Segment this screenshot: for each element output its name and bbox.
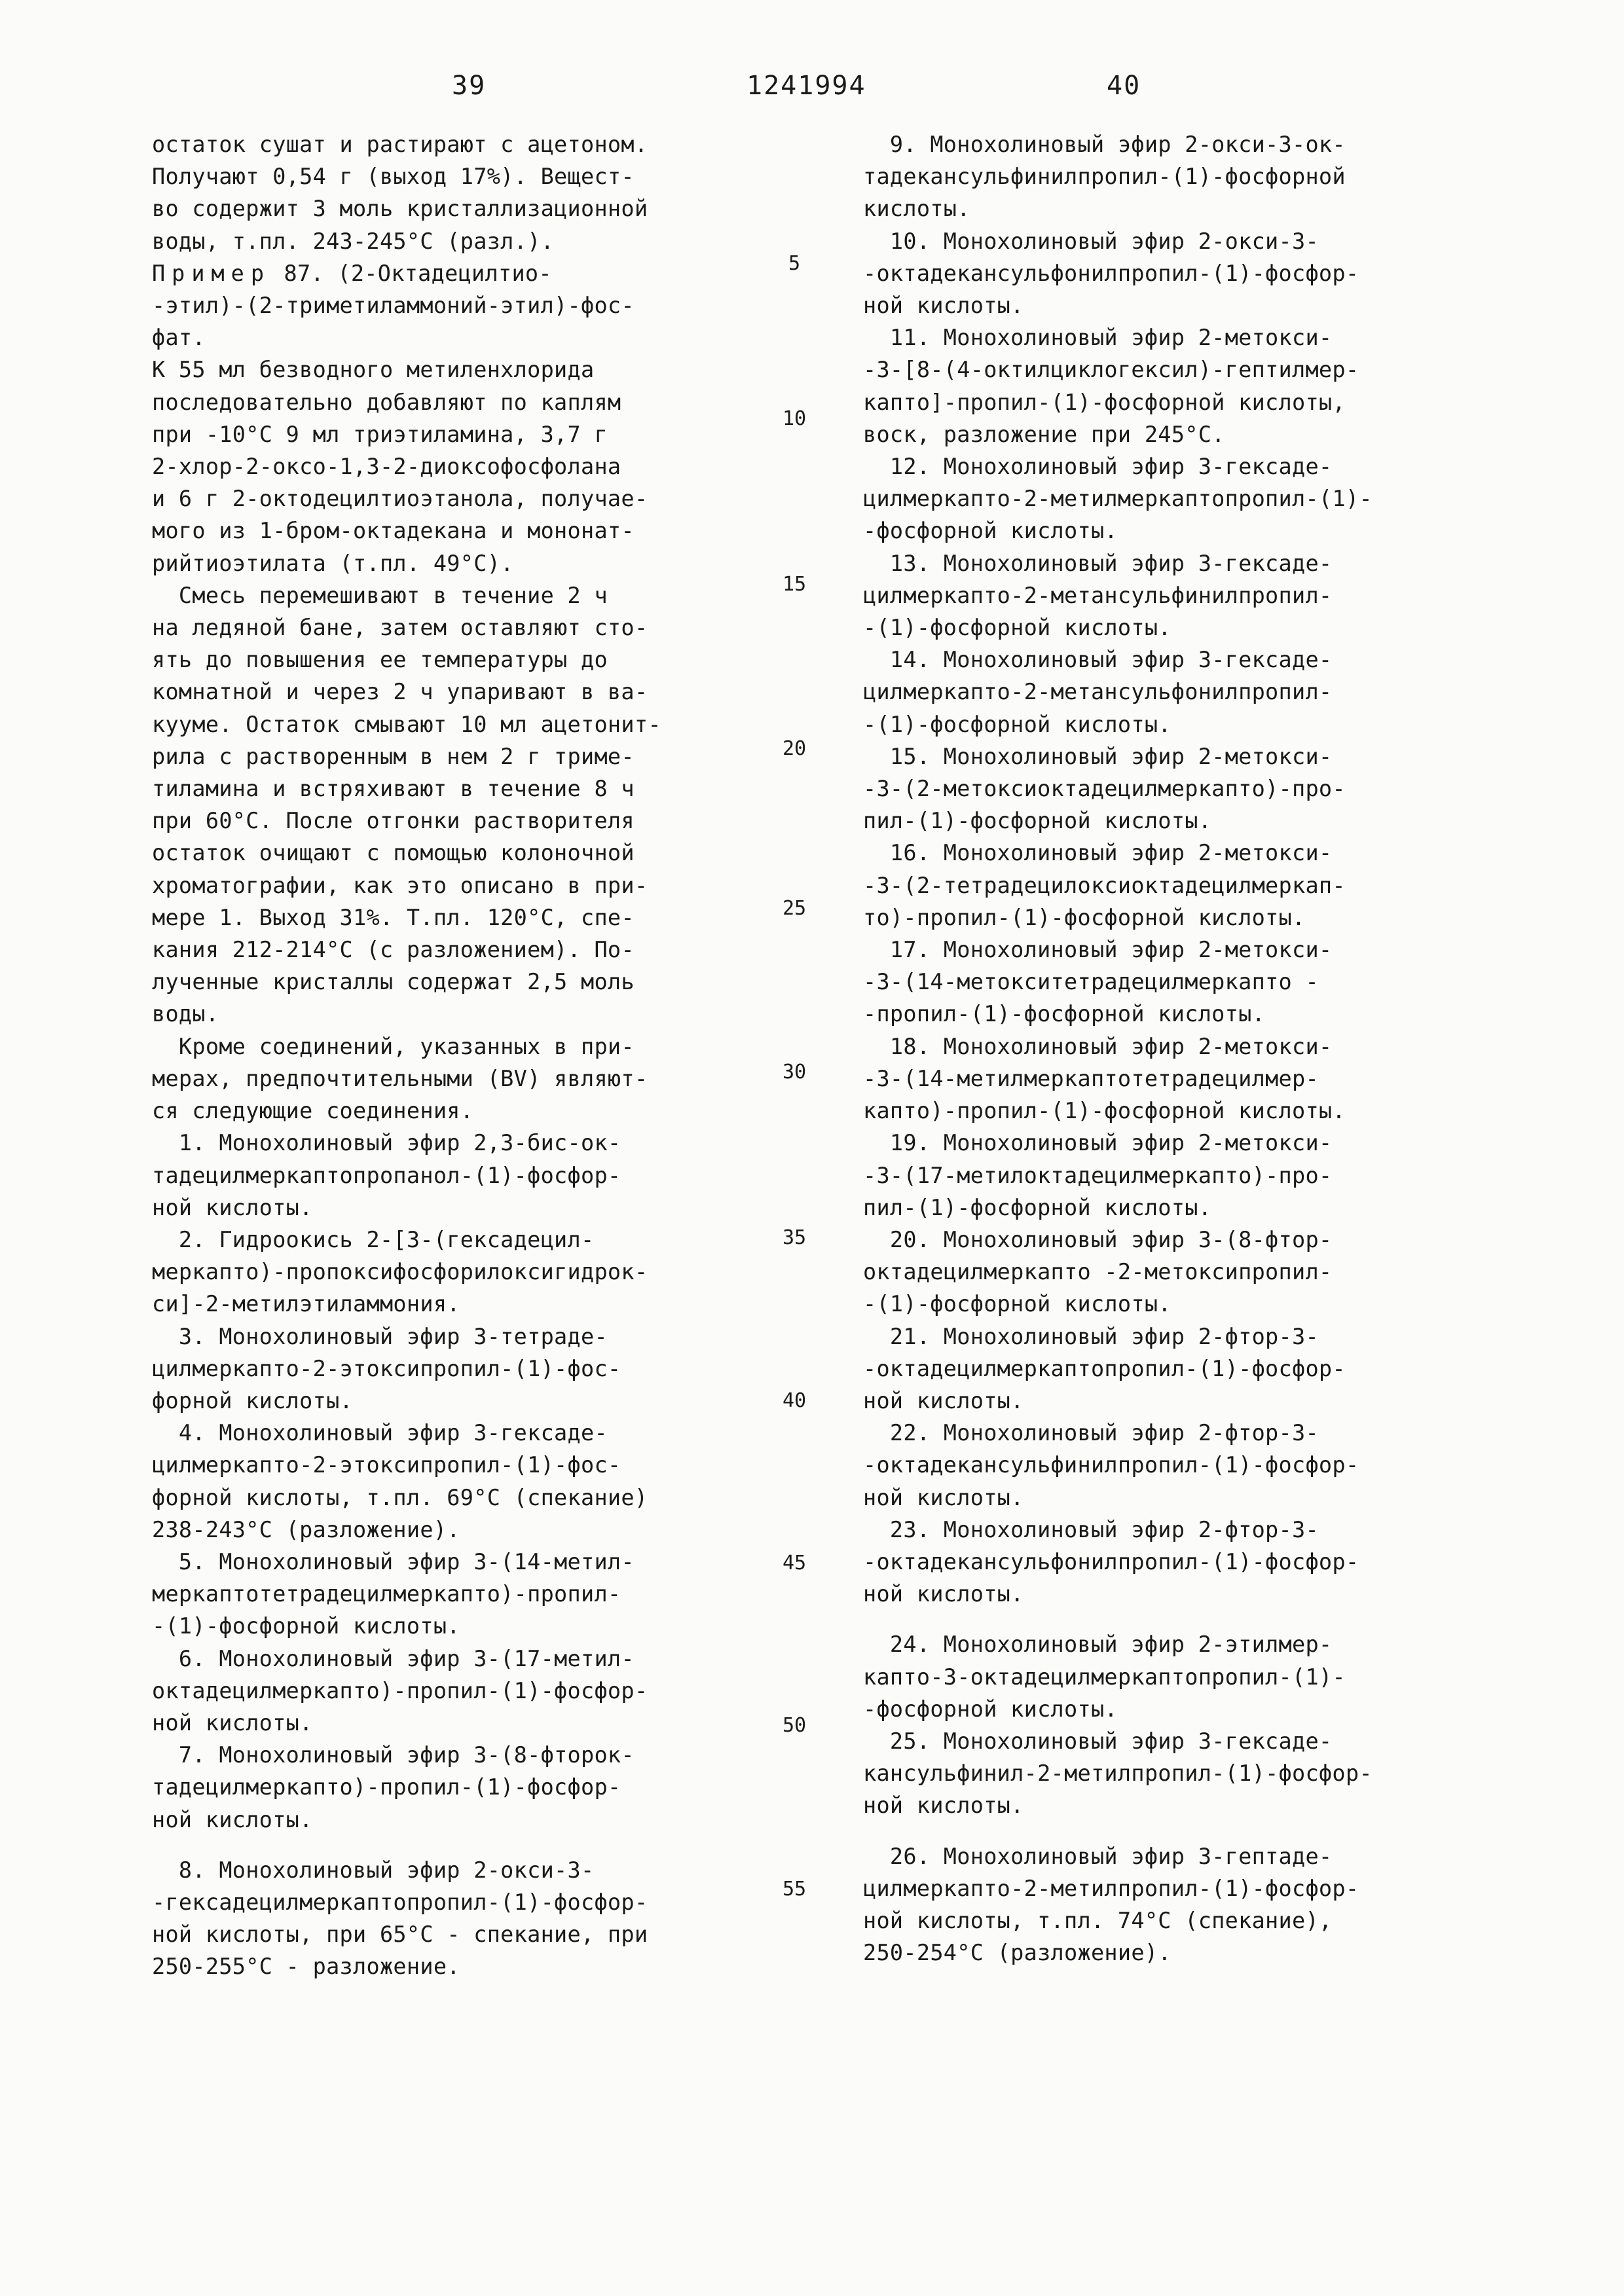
compound-item: 22. Монохолиновый эфир 2-фтор-3- -октадекансульфинилпропил-(1)-фосфор- ной кислоты. bbox=[863, 1420, 1359, 1510]
compound-item: 10. Монохолиновый эфир 2-окси-3- -октадекансульфонилпропил-(1)-фосфор- ной кислоты. bbox=[863, 228, 1359, 319]
paragraph-residue: остаток сушат и растирают с ацетоном. Получают 0,54 г (выход 17%). Вещест- во содержит 3 моль кристаллизационной воды, т.пл. 243-245°С (разл.). bbox=[152, 132, 648, 254]
line-number: 30 bbox=[782, 1061, 807, 1084]
line-number: 15 bbox=[782, 573, 807, 596]
compound-item: 24. Монохолиновый эфир 2-этилмер- капто-3-октадецилмеркаптопропил-(1)- -фосфорной кислоты. bbox=[863, 1631, 1346, 1722]
compound-item: 1. Монохолиновый эфир 2,3-бис-ок- тадецилмеркаптопропанол-(1)-фосфор- ной кислоты. bbox=[152, 1130, 621, 1220]
compound-item: 12. Монохолиновый эфир 3-гексаде- цилмеркапто-2-метилмеркаптопропил-(1)- -фосфорной кислоты. bbox=[863, 454, 1373, 544]
compound-item: 8. Монохолиновый эфир 2-окси-3- -гексадецилмеркаптопропил-(1)-фосфор- ной кислоты, при 65°С - спекание, при 250-255°С - разложение. bbox=[152, 1857, 648, 1980]
compound-item: 7. Монохолиновый эфир 3-(8-фторок- тадецилмеркапто)-пропил-(1)-фосфор- ной кислоты. bbox=[152, 1742, 635, 1832]
line-number: 40 bbox=[782, 1389, 807, 1412]
example-title: 87. (2-Октадецилтио- -этил)-(2-триметиламмоний-этил)-фос- фат. bbox=[152, 260, 635, 351]
line-number: 45 bbox=[782, 1552, 807, 1575]
patent-number: 1241994 bbox=[747, 71, 866, 101]
compound-item: 18. Монохолиновый эфир 2-метокси- -3-(14-метилмеркаптотетрадецилмер- капто)-пропил-(1)-фосфорной кислоты. bbox=[863, 1033, 1346, 1124]
page-number-right: 40 bbox=[1107, 71, 1141, 101]
compound-item: 15. Монохолиновый эфир 2-метокси- -3-(2-метоксиоктадецилмеркапто)-про- пил-(1)-фосфорной кислоты. bbox=[863, 743, 1346, 834]
example-label: Пример bbox=[152, 260, 271, 286]
line-number: 55 bbox=[782, 1878, 807, 1901]
compound-item: 9. Монохолиновый эфир 2-окси-3-ок- тадекансульфинилпропил-(1)-фосфорной кислоты. bbox=[863, 132, 1346, 222]
paragraph-mixing: Смесь перемешивают в течение 2 ч на ледяной бане, затем оставляют сто- ять до повышения ее температуры до комнатной и через 2 ч упаривают в ва- кууме. Остаток смывают 10 мл ацетонит- рила с растворенным в нем 2 г триме- тиламина и встряхивают в течение 8 ч при 60°С. После отгонки растворителя остаток очищают с помощью колоночной хроматографии, как это описано в при- мере 1. Выход 31%. Т.пл. 120°С, спе- кания 212-214°С (с разложением). По- лученные кристаллы содержат 2,5 моль воды. bbox=[152, 582, 661, 1027]
compound-item: 26. Монохолиновый эфир 3-гептаде- цилмеркапто-2-метилпропил-(1)-фосфор- ной кислоты, т.пл. 74°С (спекание), 250-254°С (разложение). bbox=[863, 1843, 1359, 1966]
line-number: 50 bbox=[782, 1714, 807, 1737]
compound-item: 17. Монохолиновый эфир 2-метокси- -3-(14-метокситетрадецилмеркапто - -пропил-(1)-фосфорной кислоты. bbox=[863, 937, 1333, 1027]
compound-item: 3. Монохолиновый эфир 3-тетраде- цилмеркапто-2-этоксипропил-(1)-фос- форной кислоты. bbox=[152, 1323, 621, 1413]
left-column bbox=[152, 128, 826, 1983]
compound-item: 5. Монохолиновый эфир 3-(14-метил- меркаптотетрадецилмеркапто)-пропил- -(1)-фосфорной кислоты. bbox=[152, 1548, 635, 1639]
compound-item: 2. Гидроокись 2-[3-(гексадецил- меркапто)-пропоксифосфорилоксигидрок- си]-2-метилэтиламмония. bbox=[152, 1226, 648, 1317]
line-number: 20 bbox=[782, 737, 807, 760]
compound-item: 20. Монохолиновый эфир 3-(8-фтор- октадецилмеркапто -2-метоксипропил- -(1)-фосфорной кислоты. bbox=[863, 1226, 1333, 1317]
line-number: 10 bbox=[782, 407, 807, 430]
paragraph-procedure: К 55 мл безводного метиленхлорида последовательно добавляют по каплям при -10°С 9 мл триэтиламина, 3,7 г 2-хлор-2-оксо-1,3-2-диоксофосфолана и 6 г 2-октодецилтиоэтанола, получае- мого из 1-бром-октадекана и мононат- рийтиоэтилата (т.пл. 49°С). bbox=[152, 357, 648, 576]
line-number: 35 bbox=[782, 1226, 807, 1249]
compound-item: 14. Монохолиновый эфир 3-гексаде- цилмеркапто-2-метансульфонилпропил- -(1)-фосфорной кислоты. bbox=[863, 647, 1333, 737]
compound-item: 6. Монохолиновый эфир 3-(17-метил- октадецилмеркапто)-пропил-(1)-фосфор- ной кислоты. bbox=[152, 1645, 648, 1736]
compound-item: 4. Монохолиновый эфир 3-гексаде- цилмеркапто-2-этоксипропил-(1)-фос- форной кислоты, т.пл. 69°С (спекание) 238-243°С (разложение). bbox=[152, 1420, 648, 1542]
compound-item: 19. Монохолиновый эфир 2-метокси- -3-(17-метилоктадецилмеркапто)-про- пил-(1)-фосфорной кислоты. bbox=[863, 1130, 1333, 1220]
example-heading bbox=[152, 257, 826, 354]
paragraph-preferred-intro: Кроме соединений, указанных в при- мерах, предпочтительными (BV) являют- ся следующие соединения. bbox=[152, 1033, 648, 1124]
compound-item: 13. Монохолиновый эфир 3-гексаде- цилмеркапто-2-метансульфинилпропил- -(1)-фосфорной кислоты. bbox=[863, 550, 1333, 641]
compound-item: 25. Монохолиновый эфир 3-гексаде- кансульфинил-2-метилпропил-(1)-фосфор- ной кислоты. bbox=[863, 1728, 1373, 1819]
line-number: 25 bbox=[782, 897, 807, 920]
compound-item: 21. Монохолиновый эфир 2-фтор-3- -октадецилмеркаптопропил-(1)-фосфор- ной кислоты. bbox=[863, 1323, 1346, 1413]
page-number-left: 39 bbox=[452, 71, 487, 101]
compound-item: 23. Монохолиновый эфир 2-фтор-3- -октадекансульфонилпропил-(1)-фосфор- ной кислоты. bbox=[863, 1516, 1359, 1607]
compound-item: 16. Монохолиновый эфир 2-метокси- -3-(2-тетрадецилоксиоктадецилмеркап- то)-пропил-(1)-фосфорной кислоты. bbox=[863, 840, 1346, 930]
line-number: 5 bbox=[788, 252, 801, 275]
compound-item: 11. Монохолиновый эфир 2-метокси- -3-[8-(4-октилциклогексил)-гептилмер- капто]-пропил-(1)-фосфорной кислоты, воск, разложение при 245°С. bbox=[863, 325, 1359, 447]
right-column bbox=[863, 128, 1538, 1969]
